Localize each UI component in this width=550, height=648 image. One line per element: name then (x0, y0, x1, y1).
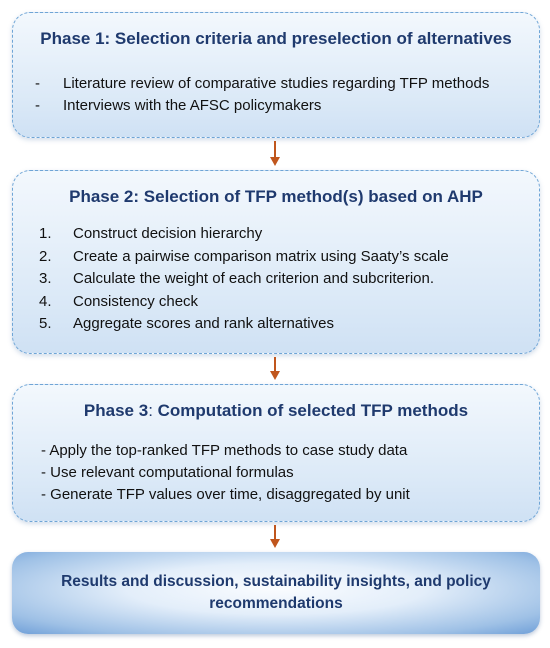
phase-1-item-text: Interviews with the AFSC policymakers (63, 97, 322, 114)
phase-2-step-text: Construct decision hierarchy (73, 225, 263, 242)
phase-3-item (41, 462, 410, 484)
phase-3-item-text: - Generate TFP values over time, disaggregated by unit (41, 486, 410, 503)
phase-3-item-text: - Use relevant computational formulas (41, 464, 294, 481)
phase-2-step (39, 246, 449, 269)
phase-3-box (12, 384, 540, 522)
down-arrow-icon (268, 525, 282, 549)
phase-3-title-lead: Phase 3 (83, 401, 149, 420)
phase-2-step-text: Create a pairwise comparison matrix using Saaty’s scale (73, 247, 449, 265)
phase-1-box (12, 12, 540, 138)
phase-1-item-list (35, 73, 489, 117)
phase-3-title-rest: Computation of selected TFP methods (152, 401, 469, 420)
phase-3-item (41, 440, 410, 462)
phase-1-item (35, 95, 489, 117)
phase-1-item (35, 73, 489, 95)
step-number: 4. (39, 292, 52, 310)
step-number: 3. (39, 270, 52, 287)
phase-2-step-list (39, 223, 449, 336)
down-arrow-icon (268, 357, 282, 381)
phase-3-title-separator: : (148, 401, 153, 420)
step-number: 5. (39, 315, 52, 332)
phase-1-item-text: Literature review of comparative studies regarding TFP methods (63, 75, 490, 92)
step-number: 2. (39, 247, 52, 265)
results-box (12, 552, 540, 634)
phase-3-item-list (41, 440, 410, 506)
phase-2-step (39, 268, 449, 291)
bullet-dash: - (35, 75, 40, 92)
phase-3-item (41, 484, 410, 506)
phase-2-step-text: Calculate the weight of each criterion and subcriterion. (73, 270, 435, 287)
phase-2-box (12, 170, 540, 354)
results-text: Results and discussion, sustainability insights, and policy recommendations (61, 573, 491, 612)
phase-2-step (39, 313, 449, 336)
phase-2-title: Phase 2: Selection of TFP method(s) based on AHP (69, 187, 483, 206)
phase-3-title (13, 401, 539, 421)
bullet-dash: - (35, 97, 40, 114)
step-number: 1. (39, 225, 52, 242)
phase-2-step-text: Aggregate scores and rank alternatives (73, 315, 334, 332)
phase-2-step-text: Consistency check (73, 292, 199, 310)
phase-2-step (39, 223, 449, 246)
phase-3-item-text: - Apply the top-ranked TFP methods to case study data (41, 442, 408, 459)
phase-2-step (39, 291, 449, 314)
down-arrow-icon (268, 141, 282, 167)
phase-1-title: Phase 1: Selection criteria and preselection of alternatives (40, 29, 512, 48)
